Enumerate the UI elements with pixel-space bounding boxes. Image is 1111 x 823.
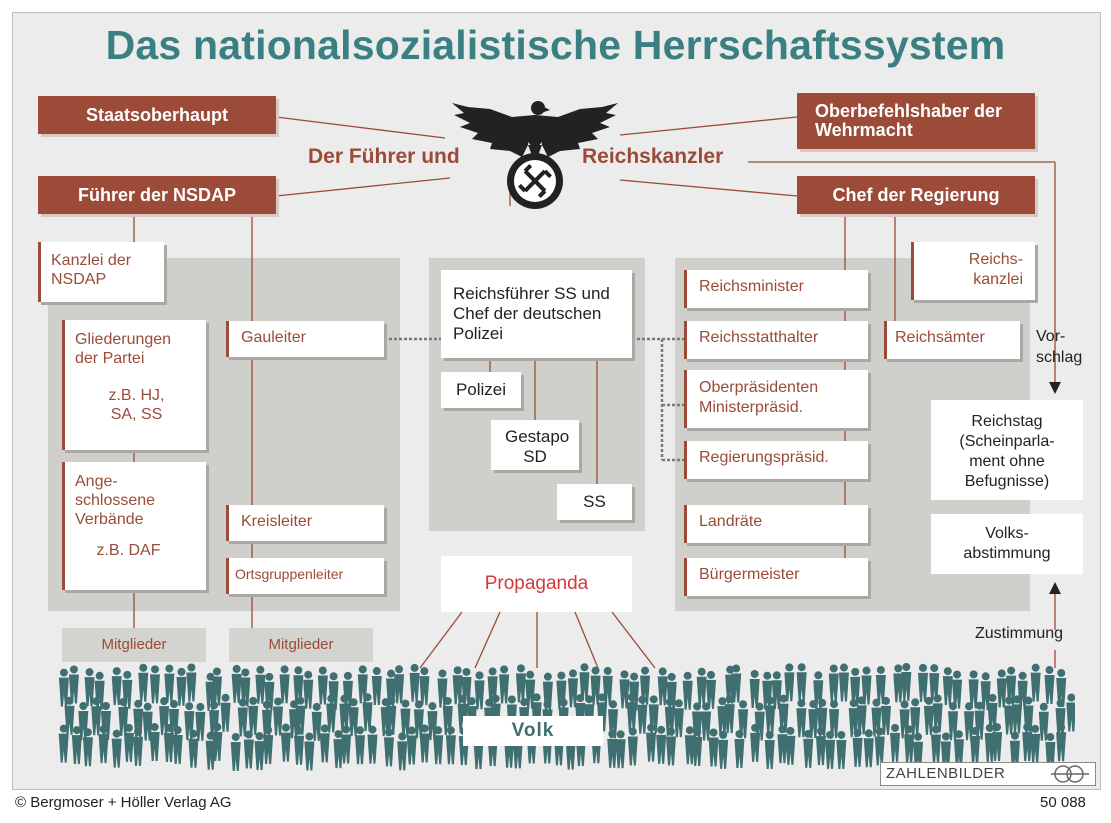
ortsgruppenleiter-box: Ortsgruppenleiter [226, 558, 384, 594]
reichskanzler-label: Reichskanzler [582, 145, 724, 168]
gliederungen-label: Gliederungen der Partei [75, 331, 172, 367]
reichsstatthalter-box: Reichsstatthalter [684, 321, 868, 359]
oberbefehlshaber-box: Oberbefehlshaber der Wehrmacht [797, 93, 1035, 149]
reichsaemter-box: Reichsämter [884, 321, 1020, 359]
reichsminister-box: Reichsminister [684, 270, 868, 308]
figure-number-label: 50 088 [1040, 794, 1086, 811]
kreisleiter-box: Kreisleiter [226, 505, 384, 541]
regierungspraesid-box: Regierungspräsid. [684, 441, 868, 479]
zahlenbilder-logo-icon [1049, 764, 1091, 784]
verbaende-label: Ange- schlossene Verbände [75, 473, 156, 528]
gliederungen-box [62, 320, 206, 450]
reichstag-box: Reichstag (Scheinparla- ment ohne Befugnisse) [931, 400, 1083, 500]
fuehrer-nsdap-box: Führer der NSDAP [38, 176, 276, 214]
verbaende-box [62, 462, 206, 590]
propaganda-box: Propaganda [441, 556, 632, 612]
ss-box: SS [557, 484, 632, 520]
chef-regierung-box: Chef der Regierung [797, 176, 1035, 214]
diagram-title: Das nationalsozialistische Herrschaftssystem [105, 22, 1006, 68]
kanzlei-nsdap-box: Kanzlei der NSDAP [38, 242, 164, 302]
reichskanzlei-box: Reichs- kanzlei [911, 242, 1035, 300]
gauleiter-box: Gauleiter [226, 321, 384, 357]
mitglieder-label-2: Mitglieder [229, 628, 373, 662]
gestapo-sd-box: Gestapo SD [491, 420, 579, 470]
zustimmung-label: Zustimmung [975, 625, 1064, 642]
oberpraesidenten-box: Oberpräsidenten Ministerpräsid. [684, 370, 868, 428]
brand-logo [880, 762, 1096, 786]
landraete-box: Landräte [684, 505, 868, 543]
verbaende-example: z.B. DAF [96, 542, 161, 559]
brand-label: ZAHLENBILDER [886, 765, 1006, 782]
volksabstimmung-box: Volks- abstimmung [931, 514, 1083, 574]
vorschlag-label: Vor- schlag [1036, 328, 1083, 366]
gliederungen-example: z.B. HJ, SA, SS [108, 387, 165, 423]
reichsfuehrer-box: Reichsführer SS und Chef der deutschen Polizei [441, 270, 632, 358]
staatsoberhaupt-box: Staatsoberhaupt [38, 96, 276, 134]
der-fuehrer-und-label: Der Führer und [308, 145, 460, 168]
copyright-label: © Bergmoser + Höller Verlag AG [15, 794, 232, 811]
buergermeister-box: Bürgermeister [684, 558, 868, 596]
polizei-box: Polizei [441, 372, 521, 408]
people-crowd-icon [55, 655, 1075, 773]
mitglieder-label-1: Mitglieder [62, 628, 206, 662]
volk-label: Volk [463, 716, 603, 746]
